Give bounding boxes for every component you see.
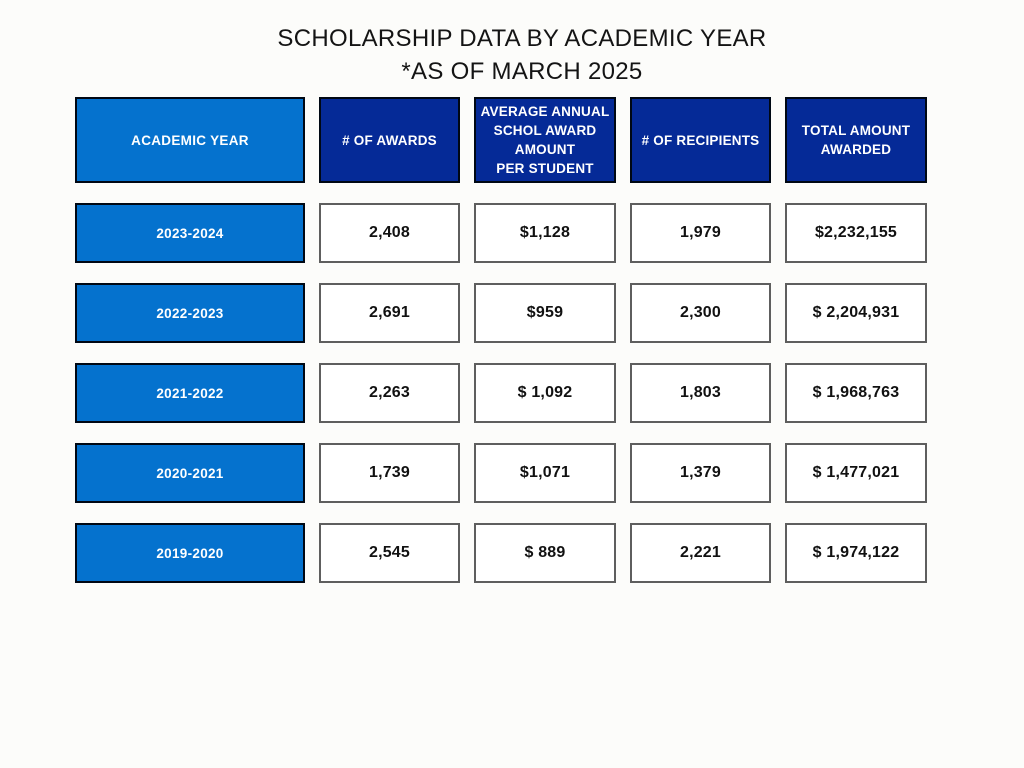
title-line-2: *AS OF MARCH 2025	[401, 58, 643, 85]
awards-cell: 2,263	[319, 363, 460, 423]
header-label-line: AMOUNT	[514, 142, 576, 157]
header-cell-num-awards	[319, 97, 460, 183]
avg-award-cell: $1,071	[474, 443, 616, 503]
avg-award-cell: $1,128	[474, 203, 616, 263]
recipients-cell: 1,979	[630, 203, 771, 263]
year-cell-2019-2020: 2019-2020	[75, 523, 305, 583]
header-label: ACADEMIC YEAR	[131, 132, 249, 148]
total-cell: $ 1,477,021	[785, 443, 927, 503]
recipients-cell: 2,221	[630, 523, 771, 583]
header-cell-academic-year	[75, 97, 305, 183]
header-cell-total-awarded	[785, 97, 927, 183]
total-cell: $ 1,968,763	[785, 363, 927, 423]
header-cell-num-recipients	[630, 97, 771, 183]
awards-cell: 2,545	[319, 523, 460, 583]
year-cell-2023-2024: 2023-2024	[75, 203, 305, 263]
header-label-line: AVERAGE ANNUAL	[480, 104, 610, 119]
total-cell: $ 2,204,931	[785, 283, 927, 343]
header-label-line: AWARDED	[820, 142, 892, 157]
avg-award-cell: $959	[474, 283, 616, 343]
recipients-cell: 1,803	[630, 363, 771, 423]
page-title	[10, 22, 1024, 88]
year-cell-2021-2022: 2021-2022	[75, 363, 305, 423]
header-label: # OF AWARDS	[342, 132, 437, 148]
header-label: # OF RECIPIENTS	[641, 132, 760, 148]
header-label-line: TOTAL AMOUNT	[801, 123, 911, 138]
title-line-1: SCHOLARSHIP DATA BY ACADEMIC YEAR	[277, 25, 767, 52]
year-cell-2020-2021: 2020-2021	[75, 443, 305, 503]
awards-cell: 2,691	[319, 283, 460, 343]
total-cell: $ 1,974,122	[785, 523, 927, 583]
header-label-line: PER STUDENT	[496, 161, 594, 176]
awards-cell: 2,408	[319, 203, 460, 263]
total-cell: $2,232,155	[785, 203, 927, 263]
header-cell-avg-award	[474, 97, 616, 183]
header-label-line: SCHOL AWARD	[493, 123, 597, 138]
avg-award-cell: $ 1,092	[474, 363, 616, 423]
year-cell-2022-2023: 2022-2023	[75, 283, 305, 343]
recipients-cell: 1,379	[630, 443, 771, 503]
scholarship-table	[75, 97, 927, 583]
recipients-cell: 2,300	[630, 283, 771, 343]
awards-cell: 1,739	[319, 443, 460, 503]
avg-award-cell: $ 889	[474, 523, 616, 583]
